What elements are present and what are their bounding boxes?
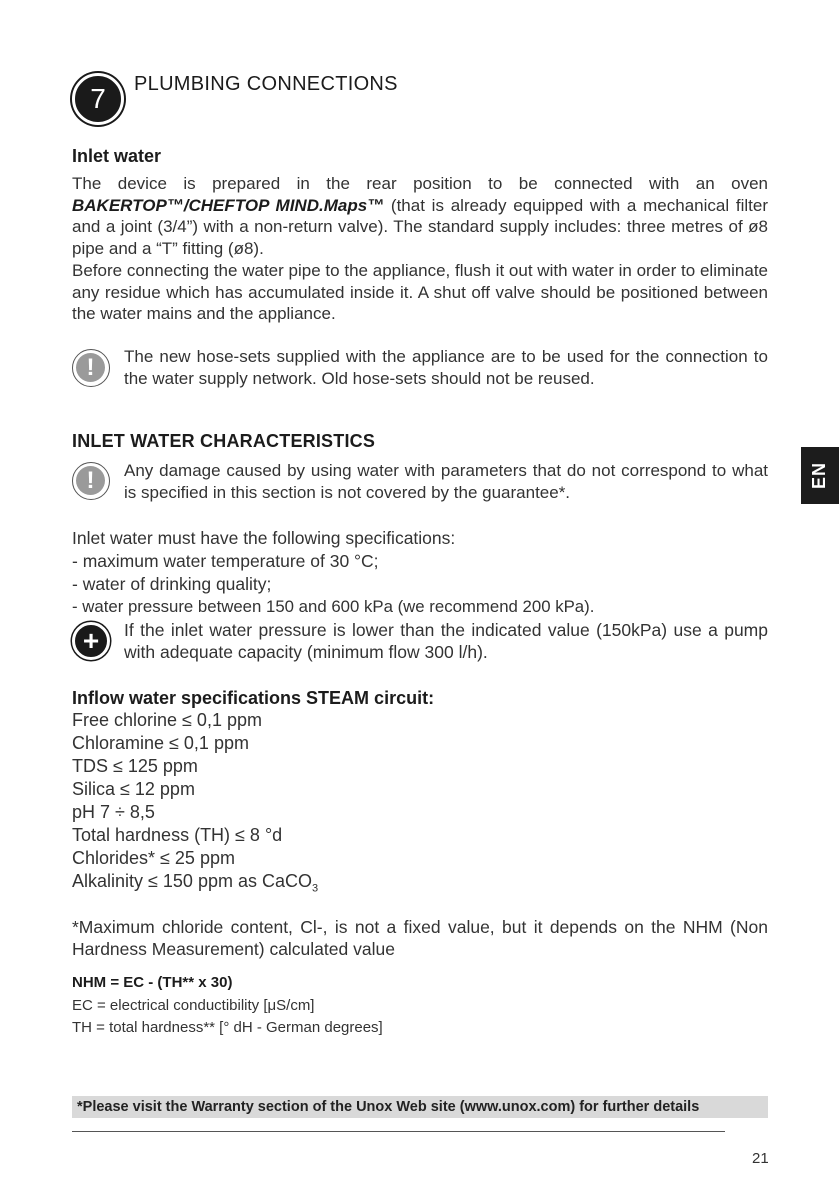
characteristics-heading: INLET WATER CHARACTERISTICS bbox=[72, 431, 376, 451]
page-number: 21 bbox=[752, 1150, 769, 1167]
language-tab bbox=[801, 447, 839, 504]
language-tab-label: EN bbox=[809, 461, 830, 490]
alkalinity-text: Alkalinity ≤ 150 ppm as CaCO bbox=[72, 871, 312, 891]
chloride-note: *Maximum chloride content, Cl-, is not a fixed value, but it depends on the NHM (Non Hardness Measurement) calculated value bbox=[72, 917, 768, 959]
section-title: PLUMBING CONNECTIONS bbox=[134, 73, 398, 95]
list-item: Chlorides* ≤ 25 ppm bbox=[72, 848, 235, 868]
hose-note: The new hose-sets supplied with the appliance are to be used for the connection to the water supply network. Old hose-sets should not be reused. bbox=[124, 347, 768, 388]
list-item: Free chlorine ≤ 0,1 ppm bbox=[72, 710, 262, 730]
list-item: Chloramine ≤ 0,1 ppm bbox=[72, 733, 249, 753]
nhm-formula: NHM = EC - (TH** x 30) bbox=[72, 974, 233, 991]
inlet-water-heading: Inlet water bbox=[72, 146, 162, 166]
footer-divider bbox=[72, 1131, 725, 1132]
flush-instructions: Before connecting the water pipe to the appliance, flush it out with water in order to eliminate any residue which has accumulated inside it. A shut off valve should be positioned between the water mains and the appliance. bbox=[72, 261, 768, 323]
subscript: 3 bbox=[311, 882, 319, 895]
warning-icon: ! bbox=[72, 349, 110, 387]
list-item: TDS ≤ 125 ppm bbox=[72, 756, 198, 776]
inlet-water-text-start: The device is prepared in the rear position to be connected with an oven bbox=[72, 174, 768, 193]
steam-spec-list bbox=[72, 709, 318, 901]
section-number-badge: 7 bbox=[72, 73, 124, 125]
plus-info-icon: + bbox=[72, 622, 110, 660]
warning-icon: ! bbox=[72, 462, 110, 500]
list-item: Total hardness (TH) ≤ 8 °d bbox=[72, 825, 283, 845]
inlet-water-text-end: (that is already equipped with a mechanical filter and a joint (3/4”) with a non-return valve). The standard supply includes: three metres of ø8 pipe and a “T” fitting (ø8). bbox=[72, 195, 768, 258]
th-definition: TH = total hardness** [° dH - German degrees] bbox=[72, 1019, 383, 1036]
spec-item: - water pressure between 150 and 600 kPa (we recommend 200 kPa). bbox=[72, 597, 595, 616]
inlet-water-paragraph bbox=[72, 173, 768, 259]
steam-specs-heading: Inflow water specifications STEAM circuit: bbox=[72, 688, 435, 708]
warranty-footer: *Please visit the Warranty section of the Unox Web site (www.unox.com) for further details bbox=[72, 1096, 768, 1118]
list-item bbox=[72, 870, 318, 901]
spec-item: - water of drinking quality; bbox=[72, 574, 272, 594]
list-item: pH 7 ÷ 8,5 bbox=[72, 802, 155, 822]
brand-name: BAKERTOP™/CHEFTOP MIND.Maps™ bbox=[72, 195, 385, 215]
list-item: Silica ≤ 12 ppm bbox=[72, 779, 195, 799]
guarantee-warning: Any damage caused by using water with parameters that do not correspond to what is specified in this section is not covered by the guarantee*. bbox=[124, 461, 768, 502]
spec-item: - maximum water temperature of 30 °C; bbox=[72, 551, 379, 571]
ec-definition: EC = electrical conductibility [μS/cm] bbox=[72, 997, 315, 1014]
pump-tip: If the inlet water pressure is lower than the indicated value (150kPa) use a pump with adequate capacity (minimum flow 300 l/h). bbox=[124, 620, 768, 662]
specifications-intro: Inlet water must have the following specifications: bbox=[72, 528, 456, 548]
